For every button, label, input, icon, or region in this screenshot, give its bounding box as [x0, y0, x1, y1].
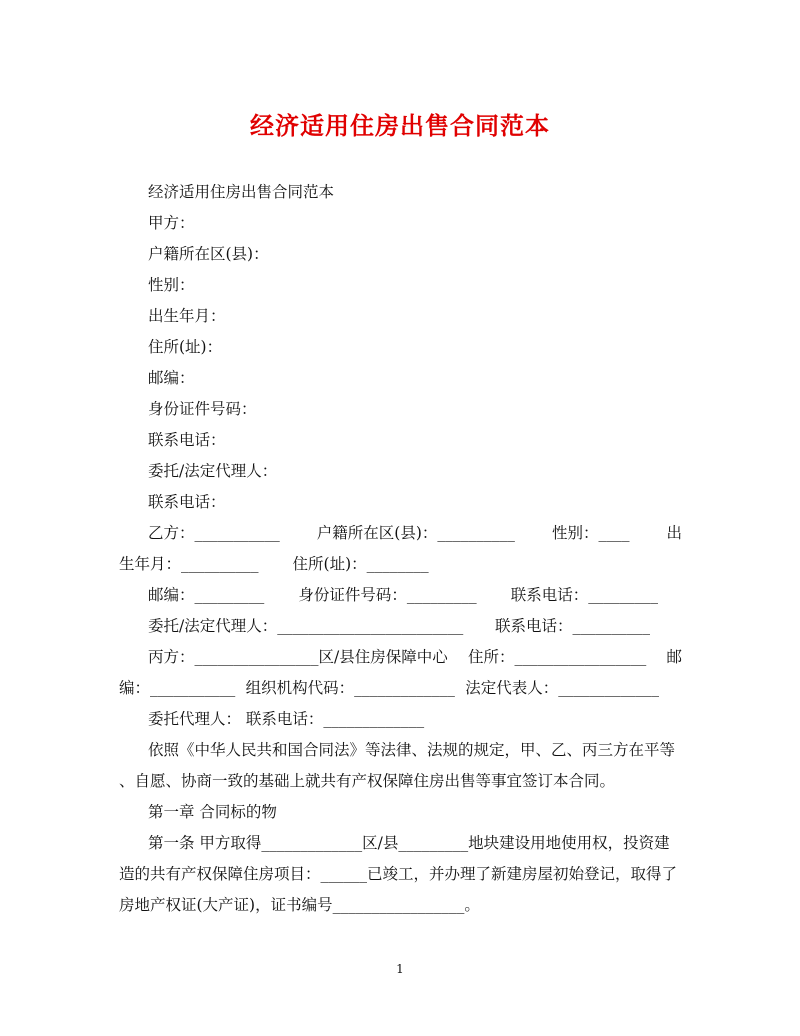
party-b-row-3 — [148, 584, 658, 606]
article-1-line-3: 房地产权证(大产证)，证书编号_________________。 — [119, 896, 480, 914]
party-b-label: 乙方：___________ — [148, 524, 280, 542]
household-district-field: 户籍所在区(县)： — [148, 245, 269, 263]
party-c-agent: 委托代理人： 联系电话：_____________ — [148, 710, 425, 728]
party-c-post-start: 邮 — [666, 648, 682, 666]
party-c-label: 丙方：________________区/县住房保障中心 — [148, 648, 448, 666]
party-b-postcode: 邮编：_________ — [148, 586, 265, 604]
gender-field: 性别： — [148, 276, 195, 294]
party-b-birth: 生年月：__________ — [119, 555, 259, 573]
preamble-line-2: 、自愿、协商一致的基础上就共有产权保障住房出售等事宜签订本合同。 — [119, 772, 616, 790]
phone-field: 联系电话： — [148, 431, 226, 449]
party-c-row-1 — [148, 646, 682, 668]
agent-phone-field: 联系电话： — [148, 493, 226, 511]
party-b-address: 住所(址)：________ — [292, 555, 429, 573]
party-b-agent: 委托/法定代理人：________________________ — [148, 617, 464, 635]
address-field: 住所(址)： — [148, 338, 223, 356]
party-c-address: 住所：_________________ — [467, 648, 647, 666]
article-1-line-1: 第一条 甲方取得_____________区/县_________地块建设用地使用权，投资建 — [148, 834, 670, 852]
party-b-row-4 — [148, 615, 650, 637]
agent-field: 委托/法定代理人： — [148, 462, 278, 480]
page-number: 1 — [396, 962, 404, 976]
party-c-row-2 — [119, 677, 659, 699]
party-b-phone: 联系电话：_________ — [510, 586, 658, 604]
chapter-heading: 第一章 合同标的物 — [148, 803, 277, 821]
party-a-label: 甲方： — [148, 214, 195, 232]
party-b-row-1 — [148, 522, 682, 544]
party-c-org-code: 组织机构代码：_____________ — [245, 679, 455, 697]
subtitle-line: 经济适用住房出售合同范本 — [148, 183, 335, 201]
party-b-agent-phone: 联系电话：__________ — [494, 617, 650, 635]
postcode-field: 邮编： — [148, 369, 195, 387]
document-title: 经济适用住房出售合同范本 — [250, 111, 550, 140]
id-number-field: 身份证件号码： — [148, 400, 257, 418]
party-c-legal-rep: 法定代表人：_____________ — [465, 679, 659, 697]
article-1-line-2: 造的共有产权保障住房项目：______已竣工，并办理了新建房屋初始登记，取得了 — [119, 865, 678, 883]
party-b-row-2 — [119, 553, 429, 575]
party-b-district: 户籍所在区(县)：__________ — [316, 524, 515, 542]
party-b-id: 身份证件号码：_________ — [298, 586, 477, 604]
preamble-line-1: 依照《中华人民共和国合同法》等法律、法规的规定，甲、乙、丙三方在平等 — [148, 741, 676, 759]
party-b-gender: 性别：____ — [551, 524, 630, 542]
birth-date-field: 出生年月： — [148, 307, 226, 325]
party-b-birth-start: 出 — [666, 524, 682, 542]
party-c-postcode: 编：___________ — [119, 679, 236, 697]
